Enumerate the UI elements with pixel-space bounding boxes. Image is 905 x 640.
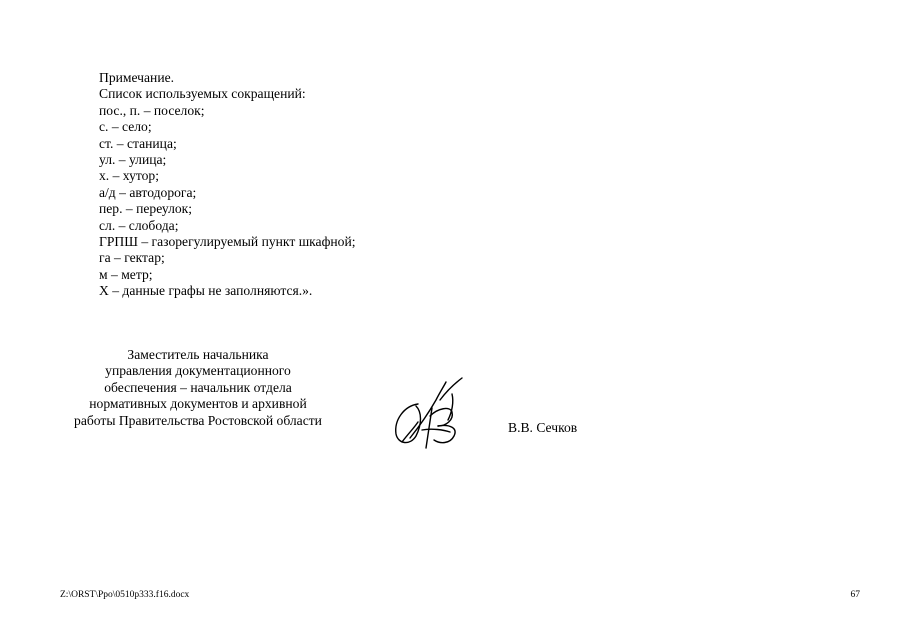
abbreviation-item: м – метр; (99, 266, 153, 282)
note-heading: Примечание. (99, 70, 175, 85)
abbreviation-item: ГРПШ – газорегулируемый пункт шкафной; (99, 234, 356, 250)
abbreviation-item: х. – хутор; (99, 168, 159, 184)
position-line: обеспечения – начальник отдела (104, 379, 292, 395)
abbreviation-item: пер. – переулок; (99, 201, 193, 217)
abbreviation-item: сл. – слобода; (99, 217, 179, 233)
abbreviation-item: ул. – улица; (99, 152, 167, 168)
abbreviation-item: с. – село; (99, 119, 152, 135)
signatory-position (50, 347, 346, 429)
abbreviation-item: га – гектар; (99, 250, 165, 266)
abbreviations-list-title: Список используемых сокращений: (99, 86, 306, 102)
abbreviations-note (99, 70, 519, 300)
footer-file-path: Z:\ORST\Ppo\0510p333.f16.docx (60, 590, 190, 600)
signer-name: В.В. Сечков (508, 420, 578, 435)
position-line: работы Правительства Ростовской области (74, 412, 322, 428)
position-line: управления документационного (105, 363, 291, 379)
handwritten-signature-icon (388, 372, 474, 456)
footer-page-number: 67 (850, 590, 860, 600)
position-line: нормативных документов и архивной (89, 396, 307, 412)
abbreviation-item: Х – данные графы не заполняются.». (99, 283, 313, 299)
position-line: Заместитель начальника (127, 347, 269, 362)
abbreviation-item: пос., п. – поселок; (99, 102, 205, 118)
abbreviation-item: а/д – автодорога; (99, 184, 197, 200)
abbreviation-item: ст. – станица; (99, 135, 177, 151)
